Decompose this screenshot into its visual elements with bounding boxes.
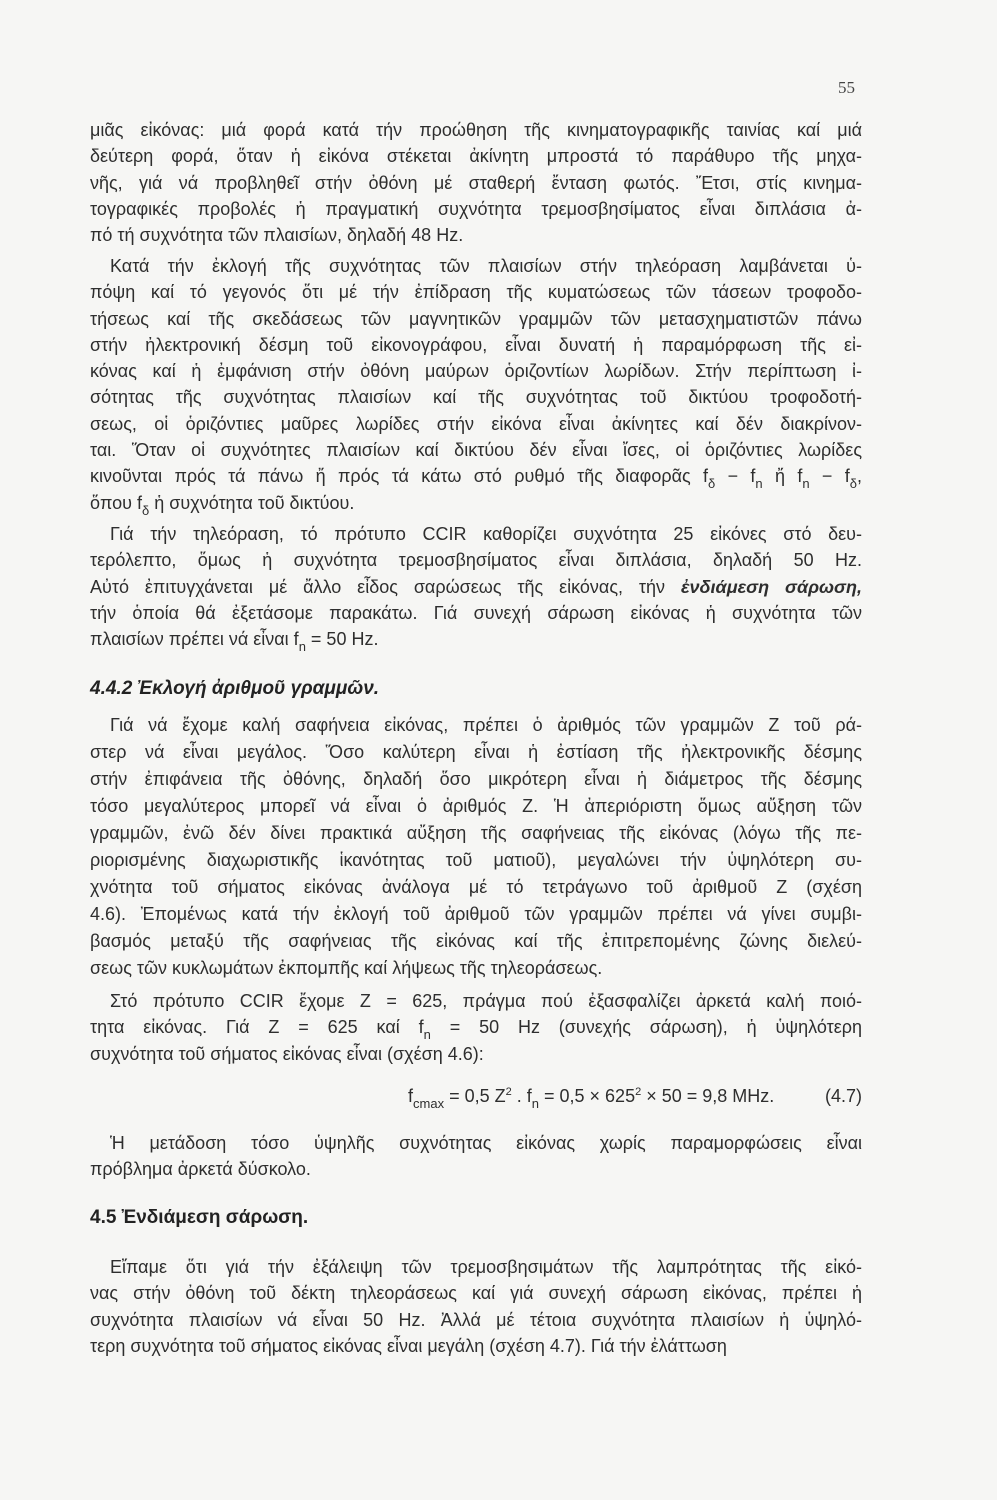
text-line bbox=[90, 411, 862, 437]
text-line bbox=[90, 279, 862, 305]
paragraph bbox=[90, 117, 862, 248]
text-run: νας στήν ὀθόνη τοῦ δέκτη τηλεοράσεως καί γιά συνεχή σάρωση εἰκόνας, πρέπει ἡ bbox=[90, 1283, 862, 1304]
text-run: χνότητα τοῦ σήματος εἰκόνας ἀνάλογα μέ τό τετράγωνο τοῦ ἀριθμοῦ Z (σχέση bbox=[90, 877, 862, 897]
text-run: στήν ἐπιφάνεια τῆς ὀθόνης, δηλαδή ὅσο μικρότερη εἶναι ἡ διάμετρος τῆς δέσμης bbox=[90, 769, 862, 789]
text-run: στερ νά εἶναι μεγάλος. Ὅσο καλύτερη εἶναι ἡ ἐστίαση τῆς ἠλεκτρονικῆς δέσμης bbox=[90, 742, 862, 762]
text-run: 4.6). Ἐπομένως κατά τήν ἐκλογή τοῦ ἀριθμοῦ τῶν γραμμῶν πρέπει νά γίνει συμβι- bbox=[90, 904, 862, 924]
text-line bbox=[90, 117, 862, 143]
text-line bbox=[90, 170, 862, 196]
text-run: πλαισίων πρέπει νά εἶναι f bbox=[90, 629, 299, 650]
text-run: , bbox=[857, 466, 863, 487]
subscript: δ bbox=[849, 476, 858, 492]
text-line bbox=[90, 1130, 862, 1156]
text-run: ριορισμένης διαχωριστικῆς ἱκανότητας τοῦ ματιοῦ), μεγαλώνει τήν ὑψηλότερη συ- bbox=[90, 850, 862, 870]
text-run: σότητας τῆς συχνότητας πλαισίων καί τῆς συχνότητας τοῦ δικτύου τροφοδοτή- bbox=[90, 387, 862, 408]
section-heading-4-4-2: 4.4.2 Ἐκλογή ἀριθμοῦ γραμμῶν. bbox=[90, 678, 380, 699]
text-run: συχνότητα τοῦ σήματος εἰκόνας εἶναι (σχέση 4.6): bbox=[90, 1043, 484, 1064]
text-run: τερόλεπτο, ὅμως ἡ συχνότητα τρεμοσβησίματος εἶναι διπλάσια, δηλαδή 50 Hz. bbox=[90, 550, 862, 571]
text-line bbox=[90, 463, 863, 492]
subscript: n bbox=[531, 1096, 539, 1111]
text-line bbox=[90, 739, 862, 766]
text-line bbox=[90, 1041, 862, 1067]
superscript: 2 bbox=[635, 1086, 642, 1098]
text-line bbox=[90, 358, 862, 384]
text-run: = 50 Hz. bbox=[305, 629, 379, 650]
text-run: δεύτερη φορά, ὅταν ἡ εἰκόνα στέκεται ἀκίνητη μπροστά τό παράθυρο τῆς μηχα- bbox=[90, 146, 862, 167]
text-run: ἤ f bbox=[762, 466, 803, 487]
text-run: Γιά νά ἔχομε καλή σαφήνεια εἰκόνας, πρέπει ὁ ἀριθμός τῶν γραμμῶν Z τοῦ ρά- bbox=[110, 715, 862, 735]
text-run: τητα εἰκόνας. Γιά Z = 625 καί f bbox=[90, 1017, 424, 1038]
text-line bbox=[90, 847, 862, 874]
text-run: πρόβλημα ἀρκετά δύσκολο. bbox=[90, 1159, 311, 1180]
text-line bbox=[90, 437, 862, 463]
text-line bbox=[90, 222, 862, 248]
text-line bbox=[90, 306, 862, 332]
text-run: Γιά τήν τηλεόραση, τό πρότυπο CCIR καθορίζει συχνότητα 25 εἰκόνες στό δευ- bbox=[110, 524, 862, 544]
text-run: τήσεως καί τῆς σκεδάσεως τῶν μαγνητικῶν γραμμῶν τῶν μετασχηματιστῶν πάνω bbox=[90, 308, 862, 329]
text-line bbox=[90, 1014, 862, 1043]
text-line bbox=[90, 1156, 862, 1182]
text-run: = 50 Hz (συνεχής σάρωση), ἡ ὑψηλότερη bbox=[430, 1017, 862, 1038]
text-run: σεως, οἱ ὁριζόντιες μαῦρες λωρίδες στήν εἰκόνα εἶναι ἀκίνητες καί δέν διακρίνον- bbox=[90, 413, 862, 434]
text-line bbox=[90, 626, 862, 655]
paragraph bbox=[90, 253, 862, 516]
text-run: γραμμῶν, ἐνῶ δέν δίνει πρακτικά αὔξηση τῆς σαφήνειας τῆς εἰκόνας (λόγω τῆς πε- bbox=[90, 823, 862, 843]
text-run: − f bbox=[715, 466, 756, 487]
text-run: × 50 = 9,8 MHz. bbox=[641, 1086, 775, 1106]
section-heading-4-5: 4.5 Ἐνδιάμεση σάρωση. bbox=[90, 1207, 309, 1228]
emphasized-term: ἐνδιάμεση σάρωση, bbox=[680, 576, 862, 597]
subscript: n bbox=[423, 1027, 431, 1043]
paragraph bbox=[90, 1254, 862, 1359]
equation-number: (4.7) bbox=[824, 1086, 862, 1106]
text-line bbox=[90, 793, 862, 820]
text-run: κόνας καί ἡ ἐμφάνιση στήν ὀθόνη μαύρων ὁριζοντίων λωρίδων. Στήν περίπτωση ἰ- bbox=[90, 361, 862, 382]
text-line bbox=[90, 901, 862, 928]
text-run: ται. Ὅταν οἱ συχνότητες πλαισίων καί δικτύου δέν εἶναι ἴσες, οἱ ὁριζόντιες λωρίδες bbox=[90, 440, 862, 461]
text-run: − f bbox=[809, 466, 850, 487]
equation-4-7 bbox=[90, 1086, 862, 1114]
text-run: = 0,5 × 625 bbox=[539, 1086, 636, 1106]
paragraph bbox=[90, 1130, 862, 1183]
text-run: τόσο μεγαλύτερος μπορεῖ νά εἶναι ὁ ἀριθμός Z. Ἡ ἀπεριόριστη ὅμως αὔξηση τῶν bbox=[90, 796, 862, 816]
text-line bbox=[90, 1307, 862, 1333]
text-line bbox=[90, 955, 862, 982]
text-line bbox=[90, 521, 862, 547]
superscript: 2 bbox=[505, 1086, 512, 1098]
text-run: Κατά τήν ἐκλογή τῆς συχνότητας τῶν πλαισίων στήν τηλεόραση λαμβάνεται ὑ- bbox=[110, 256, 862, 276]
text-run: Εἴπαμε ὅτι γιά τήν ἐξάλειψη τῶν τρεμοσβησιμάτων τῆς λαμπρότητας τῆς εἰκό- bbox=[110, 1257, 862, 1277]
text-line bbox=[90, 574, 862, 600]
paragraph bbox=[90, 988, 862, 1067]
text-line bbox=[90, 490, 862, 516]
text-run: . f bbox=[511, 1086, 532, 1106]
subscript: δ bbox=[707, 476, 716, 492]
text-line bbox=[90, 928, 862, 955]
subscript: cmax bbox=[413, 1096, 445, 1111]
text-run: = 0,5 Z bbox=[444, 1086, 506, 1106]
subscript: δ bbox=[142, 502, 150, 518]
text-run: στήν ἠλεκτρονική δέσμη τοῦ εἰκονογράφου, εἶναι δυνατή ἡ παραμόρφωση τῆς εἰ- bbox=[90, 334, 862, 355]
text-line bbox=[90, 766, 862, 793]
text-run: βασμός μεταξύ τῆς σαφήνειας τῆς εἰκόνας καί τῆς ἐπιτρεπομένης ζώνης διελεύ- bbox=[90, 931, 862, 951]
text-run: πόψη καί τό γεγονός ὅτι μέ τήν ἐπίδραση τῆς κυματώσεως τῶν τάσεων τροφοδο- bbox=[90, 282, 862, 303]
text-run: Ἡ μετάδοση τόσο ὑψηλῆς συχνότητας εἰκόνας χωρίς παραμορφώσεις εἶναι bbox=[110, 1133, 862, 1153]
text-run: κινοῦνται πρός τά πάνω ἤ πρός τά κάτω στό ρυθμό τῆς διαφορᾶς f bbox=[90, 466, 708, 487]
text-run: ὅπου f bbox=[90, 492, 143, 513]
page-number: 55 bbox=[838, 78, 855, 97]
equation-formula bbox=[408, 1086, 775, 1111]
text-line bbox=[90, 253, 862, 279]
text-run: Στό πρότυπο CCIR ἔχομε Z = 625, πράγμα πού ἐξασφαλίζει ἀρκετά καλή ποιό- bbox=[110, 991, 862, 1011]
text-run: τογραφικές προβολές ἡ πραγματική συχνότητα τρεμοσβησίματος εἶναι διπλάσια ἀ- bbox=[90, 198, 862, 219]
text-run: Αὐτό ἐπιτυγχάνεται μέ ἄλλο εἶδος σαρώσεως τῆς εἰκόνας, τήν bbox=[90, 576, 681, 597]
text-line bbox=[90, 384, 862, 410]
text-line bbox=[90, 332, 862, 358]
text-line bbox=[90, 1280, 862, 1306]
text-line bbox=[90, 196, 862, 222]
text-run: νῆς, γιά νά προβληθεῖ στήν ὀθόνη μέ σταθερή ἔνταση φωτός. Ἔτσι, στίς κινημα- bbox=[90, 172, 862, 193]
paragraph bbox=[90, 712, 862, 982]
text-run: συχνότητα πλαισίων νά εἶναι 50 Hz. Ἀλλά μέ τέτοια συχνότητα πλαισίων ἡ ὑψηλό- bbox=[90, 1309, 862, 1330]
text-line bbox=[90, 143, 862, 169]
text-run: μιᾶς εἰκόνας: μιά φορά κατά τήν προώθηση τῆς κινηματογραφικῆς ταινίας καί μιά bbox=[90, 120, 862, 140]
text-line bbox=[90, 988, 862, 1014]
text-run: τερη συχνότητα τοῦ σήματος εἰκόνας εἶναι μεγάλη (σχέση 4.7). Γιά τήν ἐλάττωση bbox=[90, 1335, 727, 1356]
text-line bbox=[90, 712, 862, 739]
text-run: τήν ὁποία θά ἐξετάσομε παρακάτω. Γιά συνεχή σάρωση εἰκόνας ἡ συχνότητα τῶν bbox=[90, 602, 862, 623]
subscript: n bbox=[298, 639, 306, 655]
subscript: n bbox=[802, 476, 810, 492]
paragraph bbox=[90, 521, 862, 655]
text-line bbox=[90, 1333, 862, 1359]
text-run: σεως τῶν κυκλωμάτων ἐκπομπῆς καί λήψεως τῆς τηλεοράσεως. bbox=[90, 958, 603, 978]
text-line bbox=[90, 600, 862, 626]
text-run: ἡ συχνότητα τοῦ δικτύου. bbox=[149, 492, 355, 513]
text-line bbox=[90, 874, 862, 901]
text-line bbox=[90, 547, 862, 573]
text-run: f bbox=[408, 1086, 414, 1106]
text-line bbox=[90, 1254, 862, 1280]
text-line bbox=[90, 820, 862, 847]
text-run: πό τή συχνότητα τῶν πλαισίων, δηλαδή 48 Hz. bbox=[90, 225, 464, 246]
subscript: n bbox=[755, 476, 763, 492]
